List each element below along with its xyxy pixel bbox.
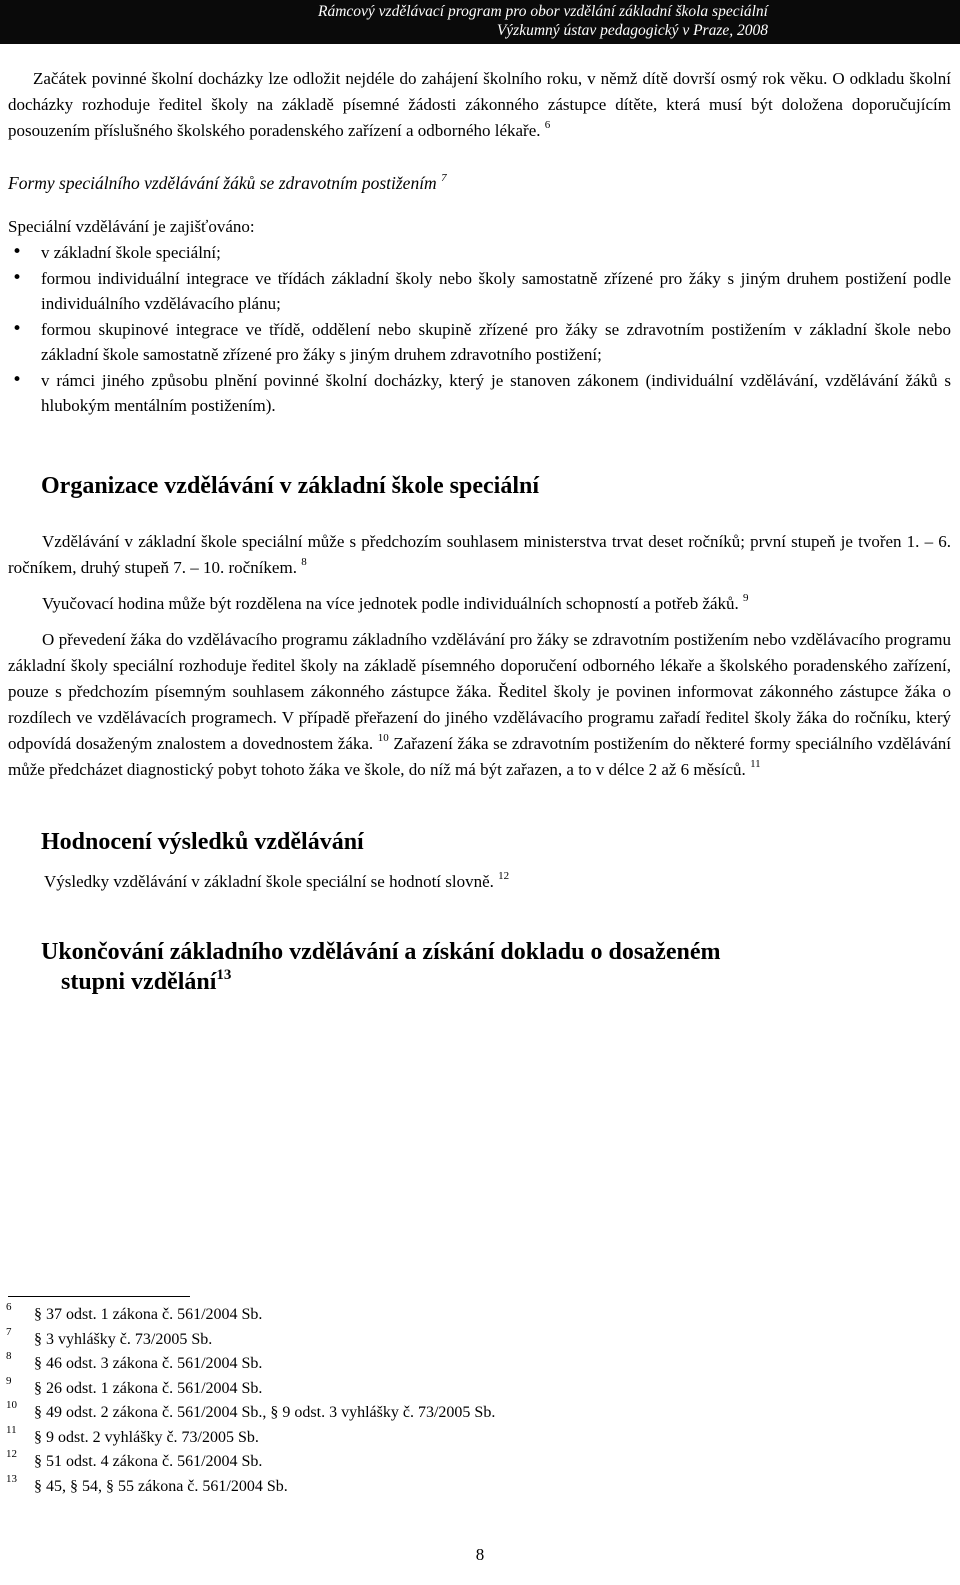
footnote-number: 6 bbox=[6, 1301, 12, 1313]
evaluation-text: Výsledky vzdělávání v základní škole speciální se hodnotí slovně. bbox=[44, 871, 494, 891]
footnote-item bbox=[6, 1374, 936, 1402]
forms-list bbox=[8, 240, 951, 419]
footnote-number: 9 bbox=[6, 1374, 12, 1387]
organization-heading: Organizace vzdělávání v základní škole speciální bbox=[41, 472, 540, 499]
footnote-ref: 9 bbox=[743, 591, 749, 604]
footnote-ref: 6 bbox=[544, 119, 551, 131]
footnote-text: § 26 odst. 1 zákona č. 561/2004 Sb. bbox=[34, 1379, 263, 1397]
footnote-text: § 45, § 54, § 55 zákona č. 561/2004 Sb. bbox=[34, 1477, 288, 1495]
footnotes bbox=[6, 1303, 936, 1499]
organization-text-1: Vzdělávání v základní škole speciální může s předchozím souhlasem ministerstva trvat deset ročníků; první stupeň je tvořen 1. – 6. ročníkem, druhý stupeň 7. – 10. ročníkem. bbox=[8, 531, 951, 577]
organization-text-3a: O převedení žáka do vzdělávacího programu základního vzdělávání pro žáky se zdravotním postižením nebo vzdělávacího programu základní školy speciální rozhoduje ředitel školy na základě písemného doporučení odborného lékaře a školského poradenského zařízení, pouze s předchozím písemným souhlasem zákonného zástupce žáka. Ředitel školy je povinen informovat zákonného zástupce žáka o rozdílech ve vzdělávacích programech. V případě přeřazení do jiného vzdělávacího programu zařadí ředitel školy žáka do ročníku, který odpovídá dosaženým znalostem a dovednostem žáka. bbox=[8, 629, 951, 753]
footnote-number: 12 bbox=[6, 1448, 17, 1460]
footnote-ref: 8 bbox=[301, 555, 307, 568]
completion-heading bbox=[8, 937, 951, 997]
page-number: 8 bbox=[475, 1545, 485, 1564]
completion-heading-line-1: Ukončování základního vzdělávání a získání dokladu o dosaženém bbox=[41, 938, 721, 965]
organization-text-3b: Zařazení žáka se zdravotním postižením do některé formy speciálního vzdělávání může předcházet diagnostický pobyt tohoto žáka ve škole, do níž má být zařazen, a to v délce 2 až 6 měsíců. bbox=[8, 733, 952, 779]
footnote-text: § 3 vyhlášky č. 73/2005 Sb. bbox=[34, 1330, 213, 1348]
footnote-number: 11 bbox=[6, 1423, 17, 1436]
footnote-number: 7 bbox=[6, 1325, 12, 1338]
organization-text-2: Vyučovací hodina může být rozdělena na více jednotek podle individuálních schopností a potřeb žáků. bbox=[42, 593, 739, 613]
footnote-separator bbox=[8, 1296, 190, 1297]
intro-text: Začátek povinné školní docházky lze odložit nejdéle do zahájení školního roku, v němž dítě dovrší osmý rok věku. O odkladu školní docházky rozhoduje ředitel školy na základě písemné žádosti zákonného zástupce dítěte, která musí být doložena doporučujícím posouzením příslušného školského poradenského zařízení a odborného lékaře. bbox=[8, 69, 951, 140]
footnote-item bbox=[6, 1352, 936, 1377]
forms-title: Formy speciálního vzdělávání žáků se zdravotním postižením bbox=[8, 173, 437, 193]
list-item: • v základní škole speciální; bbox=[8, 240, 951, 266]
header-program-title: Rámcový vzdělávací program pro obor vzdělání základní škola speciální bbox=[318, 3, 768, 20]
footnote-item bbox=[6, 1423, 936, 1451]
forms-subheading bbox=[8, 170, 951, 196]
intro-paragraph bbox=[8, 66, 951, 144]
page-header bbox=[0, 0, 960, 44]
forms-lead: Speciální vzdělávání je zajišťováno: bbox=[8, 217, 255, 236]
footnote-ref: 13 bbox=[216, 966, 232, 983]
footnote-item bbox=[6, 1472, 936, 1500]
footnote-text: § 51 odst. 4 zákona č. 561/2004 Sb. bbox=[34, 1453, 263, 1470]
organization-paragraph-2 bbox=[8, 591, 951, 617]
footnote-text: § 49 odst. 2 zákona č. 561/2004 Sb., § 9 odst. 3 vyhlášky č. 73/2005 Sb. bbox=[34, 1404, 496, 1421]
organization-paragraph-1 bbox=[8, 529, 951, 581]
footnote-ref: 7 bbox=[441, 172, 447, 184]
list-item: • v rámci jiného způsobu plnění povinné školní docházky, který je stanoven zákonem (individuální vzdělávání, vzdělávání žáků s hlubokým mentálním postižením). bbox=[8, 368, 951, 419]
footnote-item bbox=[6, 1401, 936, 1426]
organization-paragraph-3 bbox=[8, 627, 951, 783]
footnote-ref: 11 bbox=[750, 757, 761, 770]
footnote-item bbox=[6, 1325, 936, 1353]
footnote-number: 13 bbox=[6, 1472, 17, 1485]
footnote-text: § 37 odst. 1 zákona č. 561/2004 Sb. bbox=[34, 1306, 263, 1323]
evaluation-paragraph bbox=[8, 869, 951, 895]
footnote-number: 8 bbox=[6, 1350, 12, 1362]
completion-heading-line-2: stupni vzdělání bbox=[61, 968, 217, 995]
footnote-item bbox=[6, 1303, 936, 1328]
evaluation-heading: Hodnocení výsledků vzdělávání bbox=[41, 828, 364, 855]
footnote-ref: 10 bbox=[377, 731, 389, 744]
header-institute: Výzkumný ústav pedagogický v Praze, 2008 bbox=[496, 22, 768, 39]
footnote-ref: 12 bbox=[498, 869, 510, 882]
footnote-text: § 9 odst. 2 vyhlášky č. 73/2005 Sb. bbox=[34, 1428, 259, 1446]
list-item: • formou skupinové integrace ve třídě, oddělení nebo skupině zřízené pro žáky se zdravotním postižením v základní škole nebo základní škole samostatně zřízené pro žáky s jiným druhem zdravotního postižení; bbox=[8, 317, 951, 368]
footnote-number: 10 bbox=[6, 1399, 17, 1411]
page-body bbox=[8, 66, 951, 997]
footnote-text: § 46 odst. 3 zákona č. 561/2004 Sb. bbox=[34, 1355, 263, 1372]
footnote-item bbox=[6, 1450, 936, 1475]
list-item: • formou individuální integrace ve třídách základní školy nebo školy samostatně zřízené pro žáky s jiným druhem postižení podle individuálního vzdělávacího plánu; bbox=[8, 266, 951, 317]
